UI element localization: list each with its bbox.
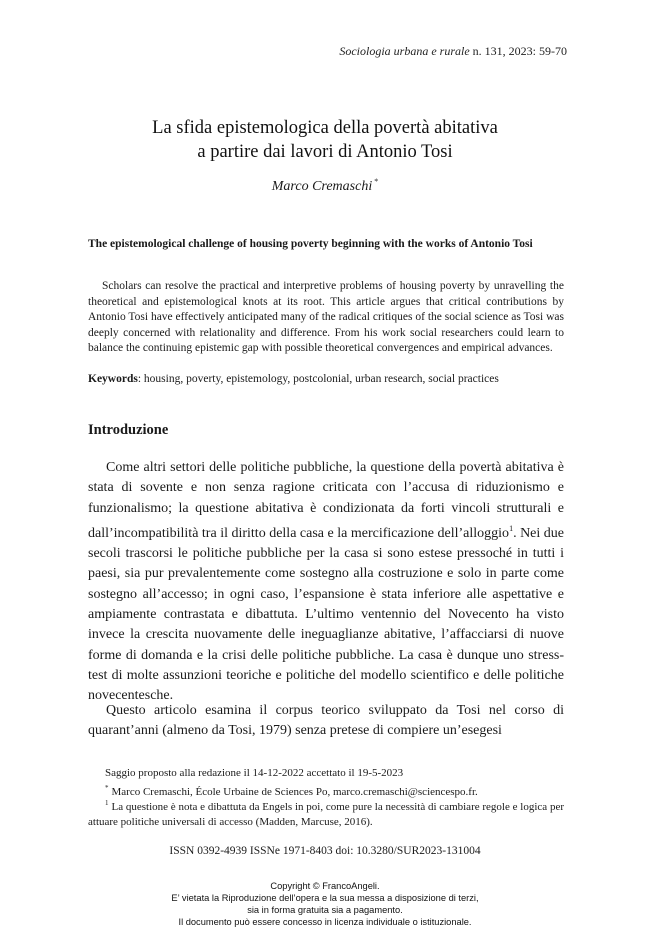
copyright-line-3: sia in forma gratuita sia a pagamento. bbox=[247, 905, 403, 915]
running-head bbox=[339, 44, 567, 59]
keywords-line bbox=[88, 372, 564, 387]
author-line bbox=[0, 177, 650, 195]
abstract-text: Scholars can resolve the practical and interpretive problems of housing poverty by unravelling the theoretical and epistemological knots at its root. This article argues that critical contributions by Antonio Tosi have effectively anticipated many of the radical critiques of the social science as Tosi was deeply concerned with relationality and difference. From his work social researchers could learn to balance the continuing epistemic gap with possible theoretical convergences and empirical advances. bbox=[88, 280, 564, 355]
author-name: Marco Cremaschi bbox=[271, 179, 373, 194]
copyright-line-4: Il documento può essere concesso in licenza individuale o istituzionale. bbox=[178, 917, 472, 927]
star-mark: * bbox=[105, 784, 109, 792]
para1-part-a: Come altri settori delle politiche pubbliche, la questione della povertà abitativa è stata di sovente e non senza ragione criticata con l’accusa di riduzionismo e funzionalismo; la questione abitativa è condizionata da forti vincoli strutturali e dall’incompatibilità tra il diritto della casa e la mercificazione dell’alloggio bbox=[88, 460, 564, 541]
article-title-line-2: a partire dai lavori di Antonio Tosi bbox=[197, 142, 453, 162]
copyright-notice bbox=[0, 880, 650, 928]
copyright-line-2: E’ vietata la Riproduzione dell’opera e la sua messa a disposizione di terzi, bbox=[171, 893, 479, 903]
submission-note: Saggio proposto alla redazione il 14-12-2022 accettato il 19-5-2023 bbox=[105, 767, 404, 779]
article-title-line-1: La sfida epistemologica della povertà abitativa bbox=[152, 118, 498, 138]
para1-part-b: . Nei due secoli trascorsi le politiche pubbliche per la casa si sono estese pressoché in tutti i paesi, sia pur prevalentemente come sostegno alla costruzione e solo in parte come sostegno all’accesso; in ogni caso, l’espansione è stata inferiore alle aspettative e ampiamente contrastata e dibattuta. L’ultimo ventennio del Novecento ha visto invece la crescita nuovamente delle ineguaglianze abitative, l’affacciarsi di nuove forme di domanda e la crisi delle politiche pubbliche. La casa è dunque uno stress-test di molte assunzioni teoriche e politiche del modello scientifico e delle politiche novecentesche. bbox=[88, 525, 565, 704]
copyright-line-1: Copyright © FrancoAngeli. bbox=[270, 881, 380, 891]
affiliation-text: Marco Cremaschi, École Urbaine de Sciences Po, marco.cremaschi@sciencespo.fr. bbox=[111, 786, 478, 798]
english-title: The epistemological challenge of housing poverty beginning with the works of Antonio Tosi bbox=[88, 238, 533, 250]
keywords-list: : housing, poverty, epistemology, postcolonial, urban research, social practices bbox=[137, 373, 499, 385]
body-paragraph-1 bbox=[88, 458, 564, 707]
footnote-1 bbox=[88, 796, 564, 830]
footnote-1-mark: 1 bbox=[105, 799, 109, 807]
body-paragraph-2: Questo articolo esamina il corpus teorico sviluppato da Tosi nel corso di quarant’anni (almeno da Tosi, 1979) senza pretese di compiere un’esegesi bbox=[88, 703, 564, 739]
issn-doi-line: ISSN 0392-4939 ISSNe 1971-8403 doi: 10.3280/SUR2023-131004 bbox=[169, 845, 481, 857]
author-footnote-mark: * bbox=[374, 177, 379, 186]
issue-info: n. 131, 2023: 59-70 bbox=[469, 44, 567, 58]
footnote-ref-1: 1 bbox=[509, 523, 514, 533]
keywords-label: Keywords bbox=[88, 373, 138, 385]
section-heading: Introduzione bbox=[88, 422, 169, 438]
footnote-1-text: La questione è nota e dibattuta da Engels in poi, come pure la necessità di cambiare regole e logica per attuare politiche universali di accesso (Madden, Marcuse, 2016). bbox=[88, 801, 564, 828]
journal-name: Sociologia urbana e rurale bbox=[339, 44, 470, 58]
article-title bbox=[0, 116, 650, 164]
